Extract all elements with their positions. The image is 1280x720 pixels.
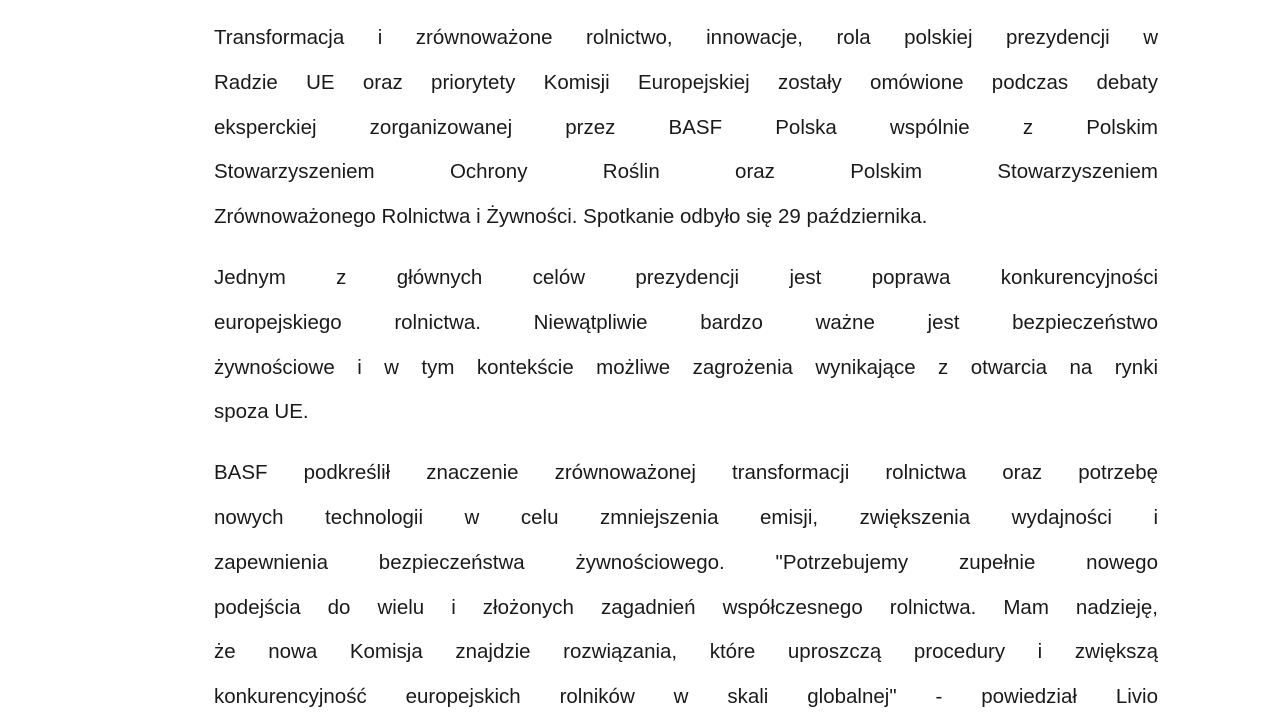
- paragraph-3: [214, 451, 1158, 720]
- paragraph-line: podejścia do wielu i złożonych zagadnień współczesnego rolnictwa. Mam nadzieję,: [214, 595, 1158, 619]
- paragraph-line: żywnościowe i w tym kontekście możliwe zagrożenia wynikające z otwarcia na rynki: [214, 355, 1158, 379]
- paragraph-1: [214, 16, 1158, 240]
- paragraph-line: europejskiego rolnictwa. Niewątpliwie bardzo ważne jest bezpieczeństwo: [214, 310, 1158, 334]
- paragraph-line: Stowarzyszeniem Ochrony Roślin oraz Polskim Stowarzyszeniem: [214, 160, 1158, 184]
- paragraph-line: nowych technologii w celu zmniejszenia emisji, zwiększenia wydajności i: [214, 505, 1158, 529]
- paragraph-line: Transformacja i zrównoważone rolnictwo, innowacje, rola polskiej prezydencji w: [214, 26, 1158, 49]
- paragraph-2: [214, 256, 1158, 435]
- paragraph-line: że nowa Komisja znajdzie rozwiązania, które uproszczą procedury i zwiększą: [214, 640, 1158, 664]
- paragraph-line: Zrównoważonego Rolnictwa i Żywności. Spotkanie odbyło się 29 października.: [214, 205, 928, 229]
- paragraph-line: Jednym z głównych celów prezydencji jest poprawa konkurencyjności: [214, 265, 1158, 289]
- document-body: [214, 16, 1158, 720]
- paragraph-line: zapewnienia bezpieczeństwa żywnościowego. "Potrzebujemy zupełnie nowego: [214, 550, 1158, 574]
- paragraph-line: eksperckiej zorganizowanej przez BASF Polska wspólnie z Polskim: [214, 115, 1158, 139]
- paragraph-line: spoza UE.: [214, 400, 309, 424]
- paragraph-line: Radzie UE oraz priorytety Komisji Europejskiej zostały omówione podczas debaty: [214, 70, 1158, 94]
- paragraph-line: konkurencyjność europejskich rolników w skali globalnej" - powiedział Livio: [214, 685, 1158, 709]
- paragraph-line: BASF podkreślił znaczenie zrównoważonej transformacji rolnictwa oraz potrzebę: [214, 461, 1158, 485]
